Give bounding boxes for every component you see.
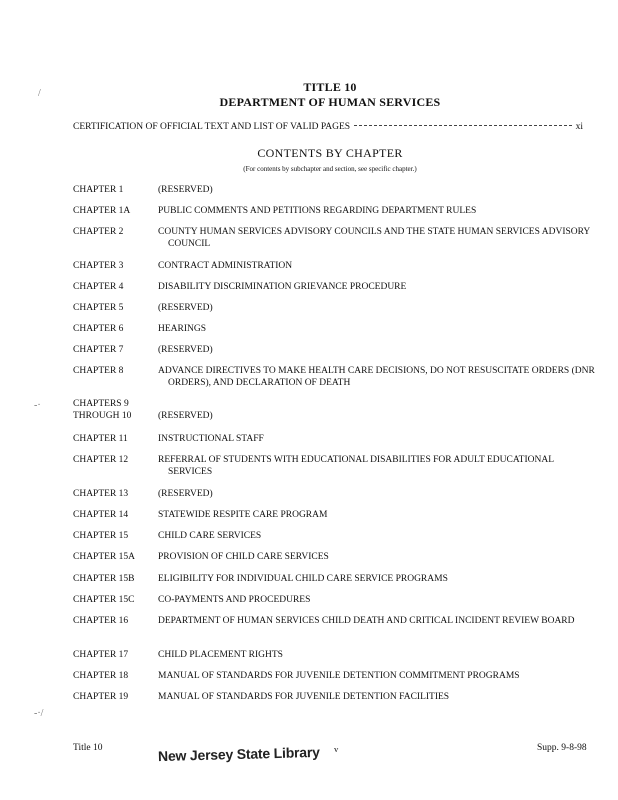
chapter-title: COUNTY HUMAN SERVICES ADVISORY COUNCILS AND THE STATE HUMAN SERVICES ADVISORY COUNCIL: [158, 227, 590, 249]
chapter-number: CHAPTER 1A: [73, 206, 131, 216]
title-number: TITLE 10: [303, 80, 357, 94]
chapter-number: CHAPTER 3: [73, 261, 124, 271]
scan-mark: -·/: [34, 708, 44, 719]
chapter-number: CHAPTER 14: [73, 510, 129, 520]
chapter-title: DEPARTMENT OF HUMAN SERVICES CHILD DEATH AND CRITICAL INCIDENT REVIEW BOARD: [158, 616, 575, 626]
chapter-title: REFERRAL OF STUDENTS WITH EDUCATIONAL DISABILITIES FOR ADULT EDUCATIONAL SERVICES: [158, 455, 554, 477]
chapter-number: CHAPTER 15B: [73, 574, 135, 584]
chapter-title: CONTRACT ADMINISTRATION: [158, 261, 293, 271]
chapter-title: INSTRUCTIONAL STAFF: [158, 434, 264, 444]
chapter-title: (RESERVED): [158, 303, 213, 313]
certification-text: CERTIFICATION OF OFFICIAL TEXT AND LIST OF VALID PAGES: [73, 122, 351, 132]
chapter-title: (RESERVED): [158, 489, 213, 499]
chapter-number: CHAPTER 12: [73, 455, 129, 465]
chapter-number-continued: THROUGH 10: [73, 411, 132, 421]
contents-heading: CONTENTS BY CHAPTER: [257, 146, 403, 160]
chapter-title: ADVANCE DIRECTIVES TO MAKE HEALTH CARE DECISIONS, DO NOT RESUSCITATE ORDERS (DNR ORDERS), AND DECLARATION OF DEATH: [158, 366, 595, 388]
chapter-title: (RESERVED): [158, 411, 213, 421]
chapter-number: CHAPTER 4: [73, 282, 124, 292]
chapter-title: CHILD CARE SERVICES: [158, 531, 262, 541]
chapter-number: CHAPTER 15: [73, 531, 129, 541]
chapter-title: DISABILITY DISCRIMINATION GRIEVANCE PROCEDURE: [158, 282, 407, 292]
page-number: v: [334, 744, 339, 754]
chapter-title: (RESERVED): [158, 345, 213, 355]
chapter-number: CHAPTER 2: [73, 227, 124, 237]
chapter-number: CHAPTER 18: [73, 671, 129, 681]
chapter-title: HEARINGS: [158, 324, 207, 334]
library-stamp: New Jersey State Library: [157, 743, 320, 765]
chapter-number: CHAPTERS 9: [73, 399, 129, 409]
chapter-title: STATEWIDE RESPITE CARE PROGRAM: [158, 510, 328, 520]
scan-mark: /: [38, 88, 41, 99]
scan-mark: -·: [34, 400, 41, 411]
chapter-number: CHAPTER 7: [73, 345, 124, 355]
chapter-title: CO-PAYMENTS AND PROCEDURES: [158, 595, 311, 605]
chapter-number: CHAPTER 8: [73, 366, 124, 376]
chapter-number: CHAPTER 19: [73, 692, 129, 702]
chapter-number: CHAPTER 13: [73, 489, 129, 499]
department-title: DEPARTMENT OF HUMAN SERVICES: [219, 95, 441, 109]
chapter-number: CHAPTER 15C: [73, 595, 135, 605]
supplement-date: Supp. 9-8-98: [537, 743, 587, 753]
chapter-title: PUBLIC COMMENTS AND PETITIONS REGARDING DEPARTMENT RULES: [158, 206, 477, 216]
chapter-number: CHAPTER 17: [73, 650, 129, 660]
chapter-number: CHAPTER 1: [73, 185, 124, 195]
chapter-number: CHAPTER 5: [73, 303, 124, 313]
dot-leader: [354, 125, 572, 126]
chapter-title: ELIGIBILITY FOR INDIVIDUAL CHILD CARE SERVICE PROGRAMS: [158, 574, 448, 584]
chapter-number: CHAPTER 11: [73, 434, 128, 444]
chapter-title: PROVISION OF CHILD CARE SERVICES: [158, 552, 329, 562]
chapter-title: (RESERVED): [158, 185, 213, 195]
chapter-title: MANUAL OF STANDARDS FOR JUVENILE DETENTION FACILITIES: [158, 692, 450, 702]
chapter-number: CHAPTER 15A: [73, 552, 136, 562]
certification-page: xi: [575, 122, 583, 132]
chapter-number: CHAPTER 6: [73, 324, 124, 334]
chapter-number: CHAPTER 16: [73, 616, 129, 626]
chapter-title: CHILD PLACEMENT RIGHTS: [158, 650, 283, 660]
chapter-title: MANUAL OF STANDARDS FOR JUVENILE DETENTION COMMITMENT PROGRAMS: [158, 671, 520, 681]
footer-title: Title 10: [73, 743, 103, 753]
contents-note: (For contents by subchapter and section, see specific chapter.): [243, 165, 417, 173]
certification-line: [73, 122, 583, 132]
